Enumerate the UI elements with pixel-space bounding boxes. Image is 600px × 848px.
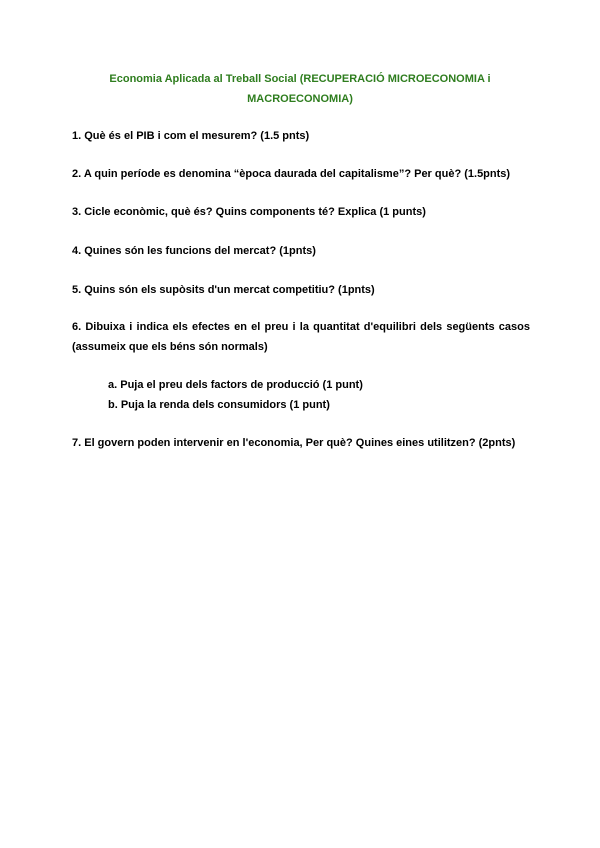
document-title: Economia Aplicada al Treball Social (RECUPERACIÓ MICROECONOMIA i MACROECONOMIA) [109, 73, 491, 105]
question-1: 1. Què és el PIB i com el mesurem? (1.5 pnts) [72, 130, 310, 142]
question-4: 4. Quines són les funcions del mercat? (1pnts) [72, 245, 316, 257]
question-6-subitem-a: a. Puja el preu dels factors de producció (1 punt) [108, 379, 363, 391]
question-2: 2. A quin període es denomina “època daurada del capitalisme”? Per què? (1.5pnts) [72, 168, 511, 180]
question-6: 6. Dibuixa i indica els efectes en el preu i la quantitat d'equilibri dels següents casos (assumeix que els béns són normals) [72, 321, 530, 353]
question-3: 3. Cicle econòmic, què és? Quins components té? Explica (1 punts) [72, 206, 426, 218]
question-5: 5. Quins són els supòsits d'un mercat competitiu? (1pnts) [72, 284, 375, 296]
question-6-subitem-b: b. Puja la renda dels consumidors (1 punt) [108, 399, 330, 411]
question-7: 7. El govern poden intervenir en l'economia, Per què? Quines eines utilitzen? (2pnts) [72, 437, 516, 449]
